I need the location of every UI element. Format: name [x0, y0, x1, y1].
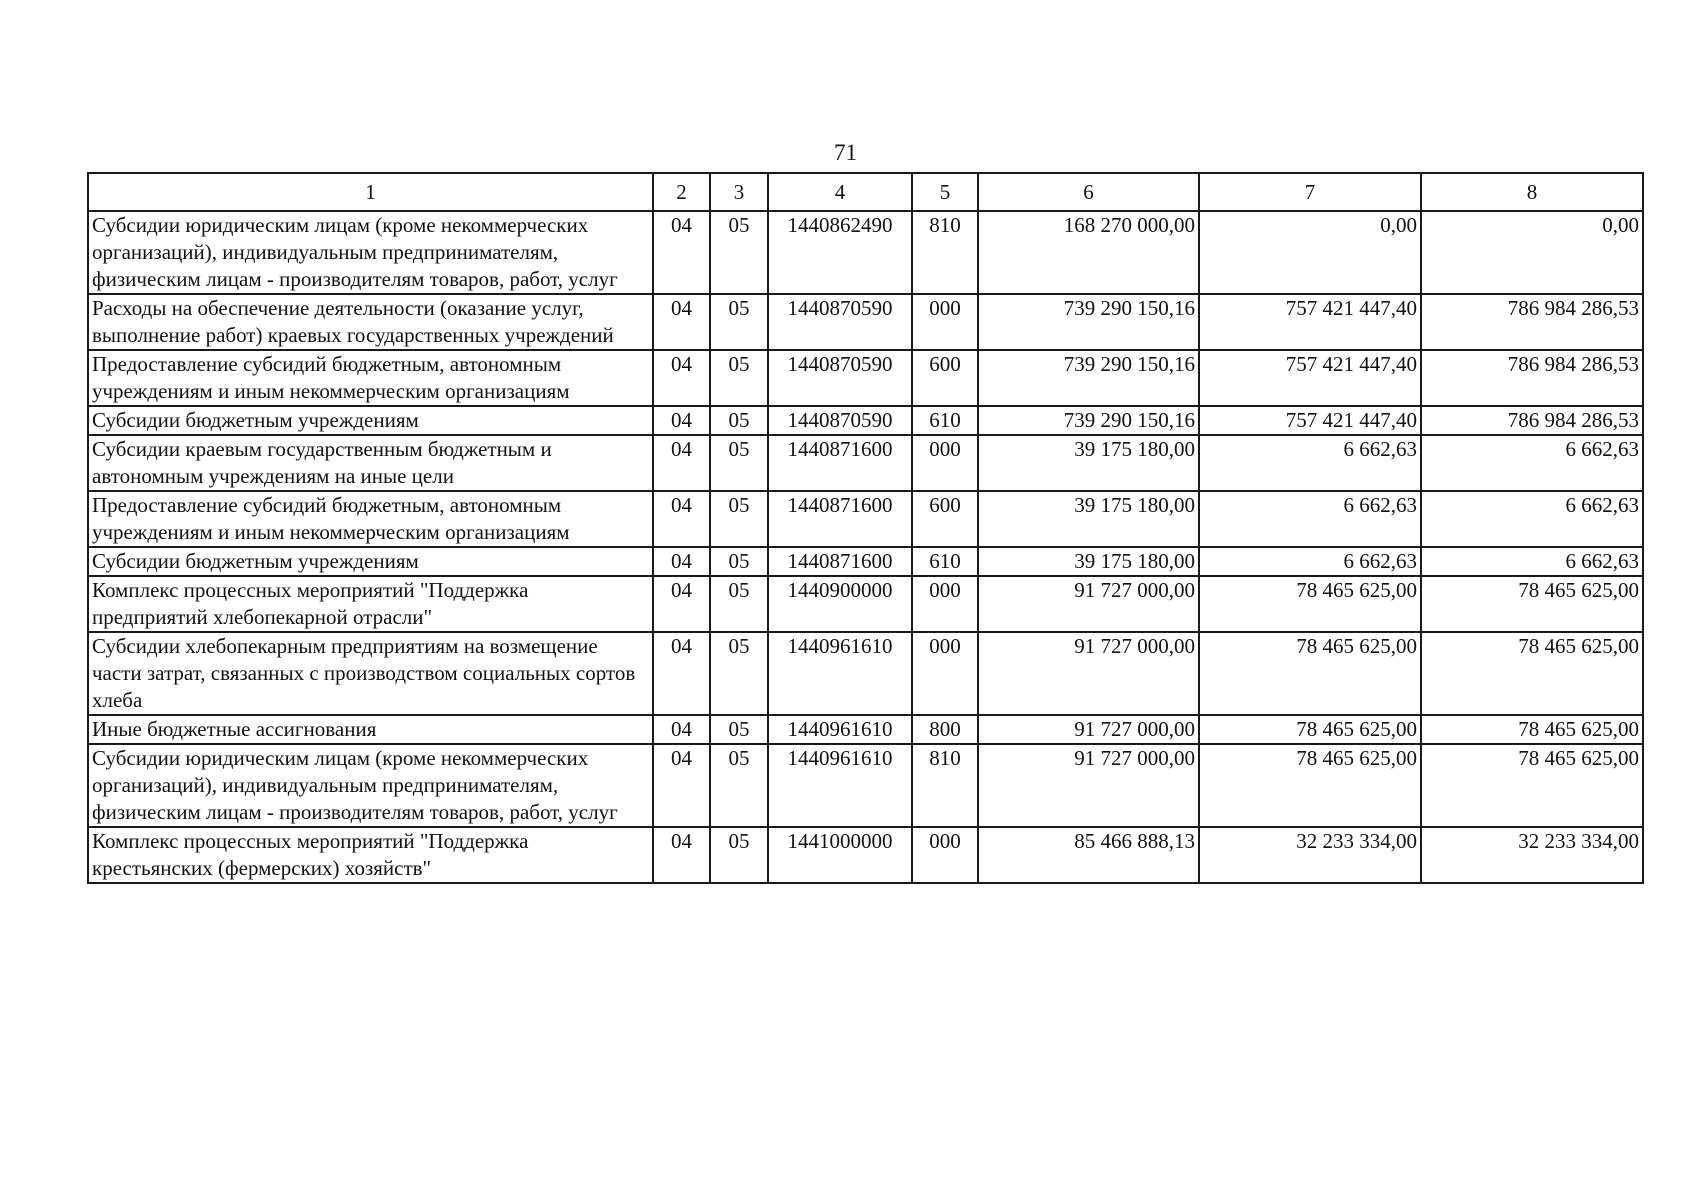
table-row — [88, 211, 1643, 294]
amount-col8-cell: 6 662,63 — [1421, 435, 1643, 491]
table-row — [88, 632, 1643, 715]
section-code-cell: 04 — [653, 350, 710, 406]
amount-col6-cell: 739 290 150,16 — [978, 294, 1199, 350]
section-code-cell: 04 — [653, 406, 710, 435]
target-article-code-cell: 1441000000 — [768, 827, 912, 883]
table-row — [88, 491, 1643, 547]
column-header: 1 — [88, 173, 653, 211]
target-article-code-cell: 1440871600 — [768, 491, 912, 547]
amount-col6-cell: 39 175 180,00 — [978, 547, 1199, 576]
subsection-code-cell: 05 — [710, 350, 768, 406]
row-name-cell: Субсидии бюджетным учреждениям — [88, 406, 653, 435]
amount-col6-cell: 39 175 180,00 — [978, 435, 1199, 491]
amount-col6-cell: 39 175 180,00 — [978, 491, 1199, 547]
amount-col7-cell: 78 465 625,00 — [1199, 632, 1421, 715]
page-number: 71 — [834, 140, 857, 165]
amount-col6-cell: 739 290 150,16 — [978, 350, 1199, 406]
amount-col7-cell: 0,00 — [1199, 211, 1421, 294]
section-code-cell: 04 — [653, 435, 710, 491]
row-name-cell: Субсидии хлебопекарным предприятиям на возмещение части затрат, связанных с производством социальных сортов хлеба — [88, 632, 653, 715]
row-name-cell: Расходы на обеспечение деятельности (оказание услуг, выполнение работ) краевых государственных учреждений — [88, 294, 653, 350]
amount-col7-cell: 757 421 447,40 — [1199, 294, 1421, 350]
row-name-cell: Комплекс процессных мероприятий "Поддержка крестьянских (фермерских) хозяйств" — [88, 827, 653, 883]
target-article-code-cell: 1440870590 — [768, 294, 912, 350]
expense-type-code-cell: 000 — [912, 632, 978, 715]
column-number-header-row — [88, 173, 1643, 211]
section-code-cell: 04 — [653, 744, 710, 827]
target-article-code-cell: 1440862490 — [768, 211, 912, 294]
table-row — [88, 715, 1643, 744]
section-code-cell: 04 — [653, 576, 710, 632]
table-row — [88, 294, 1643, 350]
target-article-code-cell: 1440961610 — [768, 632, 912, 715]
table-row — [88, 827, 1643, 883]
target-article-code-cell: 1440900000 — [768, 576, 912, 632]
subsection-code-cell: 05 — [710, 744, 768, 827]
row-name-cell: Субсидии юридическим лицам (кроме некоммерческих организаций), индивидуальным предпринимателям, физическим лицам - производителям товаров, работ, услуг — [88, 744, 653, 827]
amount-col8-cell: 78 465 625,00 — [1421, 715, 1643, 744]
table-row — [88, 435, 1643, 491]
amount-col8-cell: 0,00 — [1421, 211, 1643, 294]
amount-col8-cell: 786 984 286,53 — [1421, 294, 1643, 350]
expense-type-code-cell: 810 — [912, 744, 978, 827]
amount-col6-cell: 91 727 000,00 — [978, 715, 1199, 744]
subsection-code-cell: 05 — [710, 827, 768, 883]
row-name-cell: Предоставление субсидий бюджетным, автономным учреждениям и иным некоммерческим организациям — [88, 350, 653, 406]
amount-col8-cell: 78 465 625,00 — [1421, 632, 1643, 715]
subsection-code-cell: 05 — [710, 547, 768, 576]
expense-type-code-cell: 800 — [912, 715, 978, 744]
expense-type-code-cell: 610 — [912, 547, 978, 576]
subsection-code-cell: 05 — [710, 406, 768, 435]
amount-col8-cell: 78 465 625,00 — [1421, 576, 1643, 632]
amount-col8-cell: 786 984 286,53 — [1421, 350, 1643, 406]
amount-col7-cell: 757 421 447,40 — [1199, 350, 1421, 406]
subsection-code-cell: 05 — [710, 491, 768, 547]
expense-type-code-cell: 810 — [912, 211, 978, 294]
row-name-cell: Субсидии юридическим лицам (кроме некоммерческих организаций), индивидуальным предпринимателям, физическим лицам - производителям товаров, работ, услуг — [88, 211, 653, 294]
table-row — [88, 406, 1643, 435]
amount-col6-cell: 91 727 000,00 — [978, 632, 1199, 715]
row-name-cell: Субсидии краевым государственным бюджетным и автономным учреждениям на иные цели — [88, 435, 653, 491]
row-name-cell: Иные бюджетные ассигнования — [88, 715, 653, 744]
subsection-code-cell: 05 — [710, 435, 768, 491]
amount-col7-cell: 32 233 334,00 — [1199, 827, 1421, 883]
amount-col8-cell: 78 465 625,00 — [1421, 744, 1643, 827]
expense-type-code-cell: 000 — [912, 576, 978, 632]
column-header: 6 — [978, 173, 1199, 211]
budget-table — [87, 172, 1644, 884]
amount-col8-cell: 32 233 334,00 — [1421, 827, 1643, 883]
amount-col7-cell: 6 662,63 — [1199, 491, 1421, 547]
expense-type-code-cell: 000 — [912, 435, 978, 491]
expense-type-code-cell: 000 — [912, 827, 978, 883]
column-header: 2 — [653, 173, 710, 211]
row-name-cell: Субсидии бюджетным учреждениям — [88, 547, 653, 576]
table-body — [88, 211, 1643, 883]
amount-col6-cell: 91 727 000,00 — [978, 744, 1199, 827]
table-row — [88, 576, 1643, 632]
table-row — [88, 350, 1643, 406]
target-article-code-cell: 1440961610 — [768, 715, 912, 744]
section-code-cell: 04 — [653, 715, 710, 744]
amount-col8-cell: 786 984 286,53 — [1421, 406, 1643, 435]
amount-col7-cell: 757 421 447,40 — [1199, 406, 1421, 435]
amount-col7-cell: 78 465 625,00 — [1199, 715, 1421, 744]
amount-col6-cell: 91 727 000,00 — [978, 576, 1199, 632]
subsection-code-cell: 05 — [710, 294, 768, 350]
amount-col8-cell: 6 662,63 — [1421, 547, 1643, 576]
column-header: 5 — [912, 173, 978, 211]
target-article-code-cell: 1440961610 — [768, 744, 912, 827]
target-article-code-cell: 1440870590 — [768, 406, 912, 435]
row-name-cell: Предоставление субсидий бюджетным, автономным учреждениям и иным некоммерческим организациям — [88, 491, 653, 547]
column-header: 7 — [1199, 173, 1421, 211]
row-name-cell: Комплекс процессных мероприятий "Поддержка предприятий хлебопекарной отрасли" — [88, 576, 653, 632]
column-header: 4 — [768, 173, 912, 211]
subsection-code-cell: 05 — [710, 632, 768, 715]
subsection-code-cell: 05 — [710, 715, 768, 744]
amount-col7-cell: 78 465 625,00 — [1199, 744, 1421, 827]
table-row — [88, 744, 1643, 827]
subsection-code-cell: 05 — [710, 211, 768, 294]
section-code-cell: 04 — [653, 547, 710, 576]
amount-col8-cell: 6 662,63 — [1421, 491, 1643, 547]
amount-col7-cell: 6 662,63 — [1199, 547, 1421, 576]
amount-col6-cell: 85 466 888,13 — [978, 827, 1199, 883]
amount-col7-cell: 6 662,63 — [1199, 435, 1421, 491]
expense-type-code-cell: 000 — [912, 294, 978, 350]
target-article-code-cell: 1440871600 — [768, 435, 912, 491]
subsection-code-cell: 05 — [710, 576, 768, 632]
section-code-cell: 04 — [653, 827, 710, 883]
section-code-cell: 04 — [653, 632, 710, 715]
expense-type-code-cell: 600 — [912, 350, 978, 406]
amount-col6-cell: 168 270 000,00 — [978, 211, 1199, 294]
expense-type-code-cell: 600 — [912, 491, 978, 547]
section-code-cell: 04 — [653, 294, 710, 350]
table-row — [88, 547, 1643, 576]
amount-col7-cell: 78 465 625,00 — [1199, 576, 1421, 632]
column-header: 3 — [710, 173, 768, 211]
section-code-cell: 04 — [653, 211, 710, 294]
target-article-code-cell: 1440871600 — [768, 547, 912, 576]
expense-type-code-cell: 610 — [912, 406, 978, 435]
section-code-cell: 04 — [653, 491, 710, 547]
amount-col6-cell: 739 290 150,16 — [978, 406, 1199, 435]
target-article-code-cell: 1440870590 — [768, 350, 912, 406]
column-header: 8 — [1421, 173, 1643, 211]
